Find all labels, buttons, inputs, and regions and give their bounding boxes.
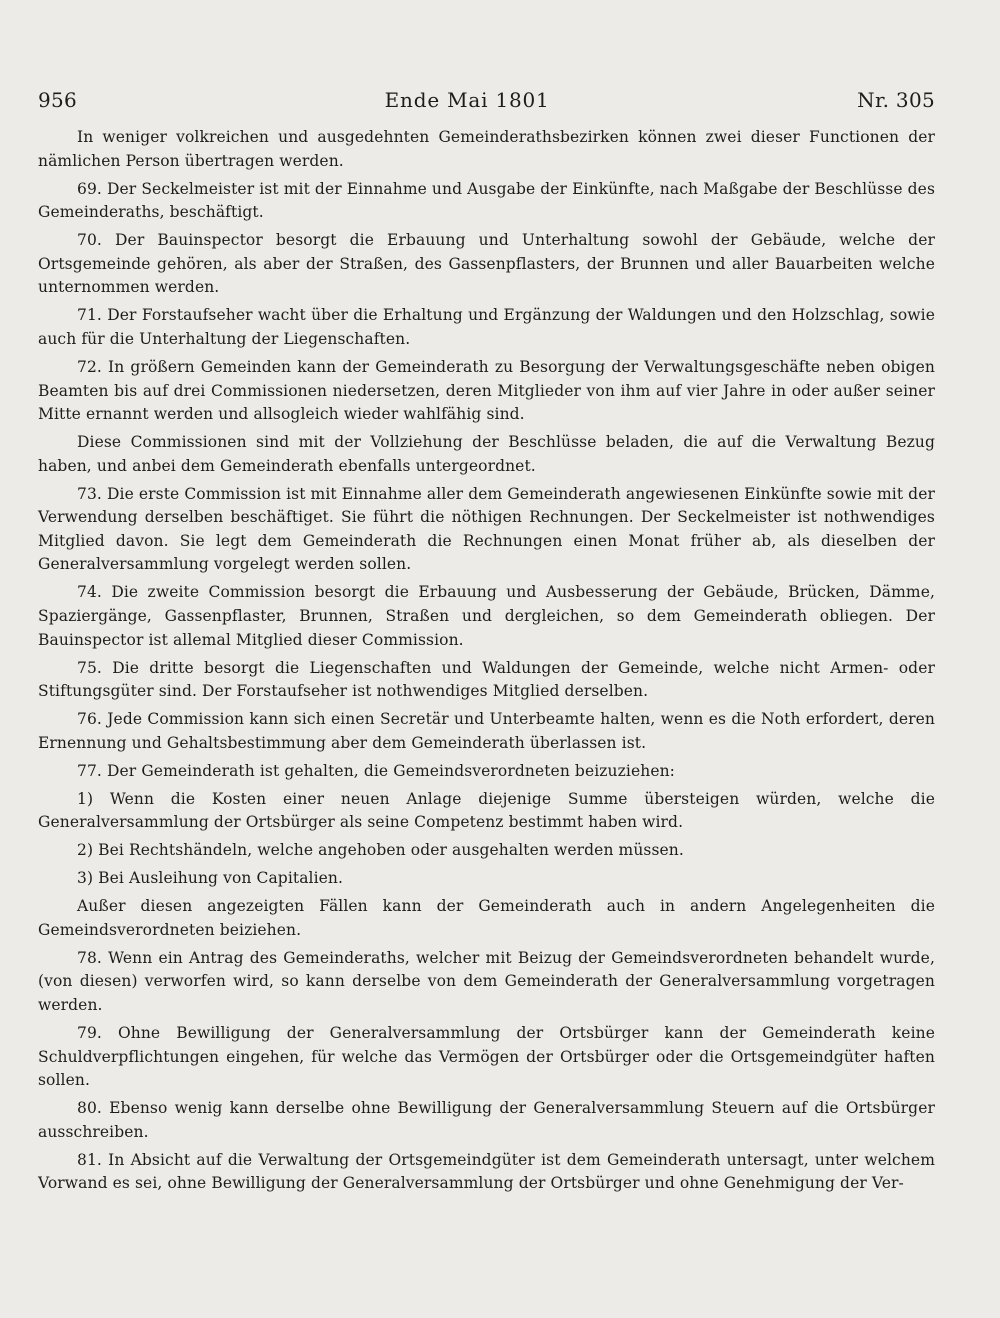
paragraph-74: 74. Die zweite Commission besorgt die Erbauung und Ausbesserung der Gebäude, Brücken, Dämme, Spaziergänge, Gassenpflaster, Brunnen, Straßen und dergleichen, so dem Gemeinderath obliegen. Der Bauinspector ist allemal Mitglied dieser Commission. (38, 583, 935, 649)
paragraph-81: 81. In Absicht auf die Verwaltung der Ortsgemeindgüter ist dem Gemeinderath untersagt, unter welchem Vorwand es sei, ohne Bewilligung der Generalversammlung der Ortsbürger und ohne Genehmigung der Ver- (38, 1150, 935, 1193)
paragraph-76: 76. Jede Commission kann sich einen Secretär und Unterbeamte halten, wenn es die Noth erfordert, deren Ernennung und Gehaltsbestimmung aber dem Gemeinderath überlassen ist. (38, 710, 935, 752)
paragraph-78: 78. Wenn ein Antrag des Gemeinderaths, welcher mit Beizug der Gemeindsverordneten behandelt wurde, (von diesen) verworfen wird, so kann derselbe von dem Gemeinderath der Generalversammlung vorgetragen werden. (38, 948, 935, 1015)
paragraph-77-item-3: 3) Bei Ausleihung von Capitalien. (77, 869, 344, 888)
paragraph-75: 75. Die dritte besorgt die Liegenschaften und Waldungen der Gemeinde, welche nicht Armen- oder Stiftungsgüter sind. Der Forstaufseher ist nothwendiges Mitglied derselben. (38, 658, 935, 701)
paragraph-73: 73. Die erste Commission ist mit Einnahme aller dem Gemeinderath angewiesenen Einkünfte sowie mit der Verwendung derselben beschäftiget. Sie führt die nöthigen Rechnungen. Der Seckelmeister ist nothwendiges Mitglied davon. Sie legt dem Gemeinderath die Rechnungen einen Monat früher ab, als dieselben der Generalversammlung vorgelegt werden sollen. (38, 484, 935, 574)
paragraph-77-item-1: 1) Wenn die Kosten einer neuen Anlage diejenige Summe übersteigen würden, welche die Generalversammlung der Ortsbürger als seine Competenz bestimmt haben wird. (38, 789, 935, 832)
page-number: 956 (38, 88, 78, 112)
page-header (38, 88, 935, 116)
paragraph-72: 72. In größern Gemeinden kann der Gemeinderath zu Besorgung der Verwaltungsgeschäfte neben obigen Beamten bis auf drei Commissionen niedersetzen, deren Mitglieder von ihm auf vier Jahre in oder außer seiner Mitte ernannt werden und allsogleich wieder wahlfähig sind. (38, 357, 935, 424)
paragraph-continuation: In weniger volkreichen und ausgedehnten Gemeinderathsbezirken können zwei dieser Functionen der nämlichen Person übertragen werden. (38, 128, 935, 170)
paragraph-70: 70. Der Bauinspector besorgt die Erbauung und Unterhaltung sowohl der Gebäude, welche der Ortsgemeinde gehören, als aber der Straßen, des Gassenpflasters, der Brunnen und aller Bauarbeiten welche unternommen werden. (38, 231, 935, 297)
paragraph-77: 77. Der Gemeinderath ist gehalten, die Gemeindsverordneten beizuziehen: (77, 761, 675, 780)
paragraph-71: 71. Der Forstaufseher wacht über die Erhaltung und Ergänzung der Waldungen und den Holzschlag, sowie auch für die Unterhaltung der Liegenschaften. (38, 306, 935, 348)
paragraph-79: 79. Ohne Bewilligung der Generalversammlung der Ortsbürger kann der Gemeinderath keine Schuldverpflichtungen eingehen, für welche das Vermögen der Ortsbürger oder die Ortsgemeindgüter haften sollen. (38, 1024, 935, 1090)
paragraph-77-note: Außer diesen angezeigten Fällen kann der Gemeinderath auch in andern Angelegenheiten die Gemeindsverordneten beiziehen. (38, 897, 935, 939)
paragraph-69: 69. Der Seckelmeister ist mit der Einnahme und Ausgabe der Einkünfte, nach Maßgabe der Beschlüsse des Gemeinderaths, beschäftigt. (38, 179, 935, 222)
paragraph-72-commissions: Diese Commissionen sind mit der Vollziehung der Beschlüsse beladen, die auf die Verwaltung Bezug haben, und anbei dem Gemeinderath ebenfalls untergeordnet. (38, 433, 935, 475)
document-number: Nr. 305 (857, 88, 935, 112)
body-text (38, 126, 935, 1200)
paragraph-80: 80. Ebenso wenig kann derselbe ohne Bewilligung der Generalversammlung Steuern auf die Ortsbürger ausschreiben. (38, 1099, 935, 1141)
running-title: Ende Mai 1801 (384, 88, 550, 112)
paragraph-77-item-2: 2) Bei Rechtshändeln, welche angehoben oder ausgehalten werden müssen. (77, 841, 684, 860)
